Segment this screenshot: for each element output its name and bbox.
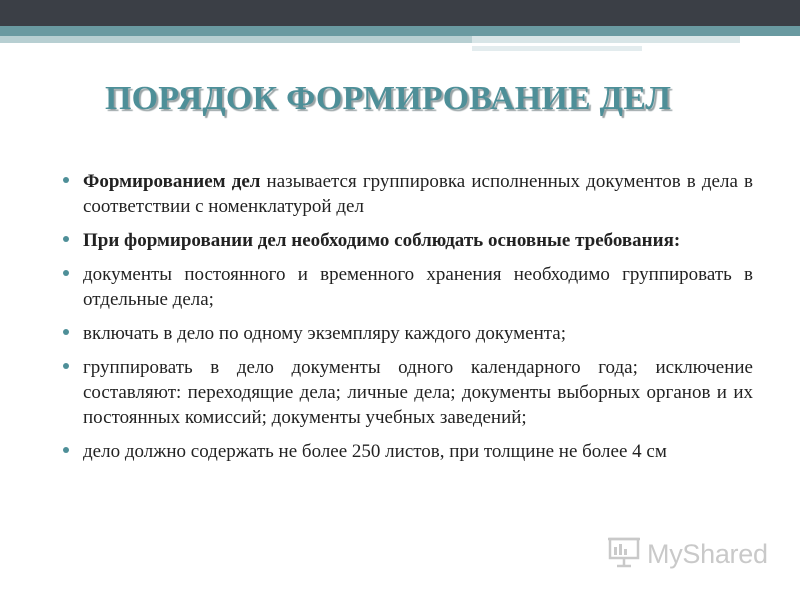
bullet-text: называется группировка исполненных документов в дела в соответствии с номенклатурой дел bbox=[83, 171, 753, 217]
header-band-light-right bbox=[472, 36, 740, 43]
bullet-item bbox=[63, 228, 753, 253]
bullet-item bbox=[63, 355, 753, 430]
bullet-text: группировать в дело документы одного календарного года; исключение составляют: переходящие дела; личные дела; документы выборных органов и их постоянных комиссий; документы учебных заведений; bbox=[83, 357, 753, 428]
bullet-dot bbox=[63, 363, 69, 369]
myshared-logo[interactable] bbox=[607, 534, 767, 574]
slide-title: ПОРЯДОК ФОРМИРОВАНИЕ ДЕЛ bbox=[105, 80, 672, 117]
header-band-thin bbox=[472, 46, 642, 51]
bullet-dot bbox=[63, 236, 69, 242]
header-band-light-left bbox=[0, 36, 472, 43]
bullet-dot bbox=[63, 177, 69, 183]
bullet-bold-text: При формировании дел необходимо соблюдать основные требования: bbox=[83, 230, 681, 251]
myshared-logo-text: MyShared bbox=[647, 538, 768, 569]
header-band-dark bbox=[0, 0, 800, 26]
bullet-text: дело должно содержать не более 250 листов, при толщине не более 4 см bbox=[83, 441, 667, 462]
bullet-text: включать в дело по одному экземпляру каждого документа; bbox=[83, 323, 567, 344]
bullet-dot bbox=[63, 447, 69, 453]
bullet-item bbox=[63, 169, 753, 219]
header-band-teal bbox=[0, 26, 800, 36]
bullet-text: документы постоянного и временного хранения необходимо группировать в отдельные дела; bbox=[83, 264, 753, 310]
bullet-item bbox=[63, 321, 753, 346]
bullet-list bbox=[63, 169, 753, 473]
bullet-dot bbox=[63, 270, 69, 276]
bullet-dot bbox=[63, 329, 69, 335]
bullet-item bbox=[63, 262, 753, 312]
presentation-board-icon bbox=[607, 535, 641, 574]
bullet-item bbox=[63, 439, 753, 464]
bullet-bold-text: Формированием дел bbox=[83, 171, 261, 192]
